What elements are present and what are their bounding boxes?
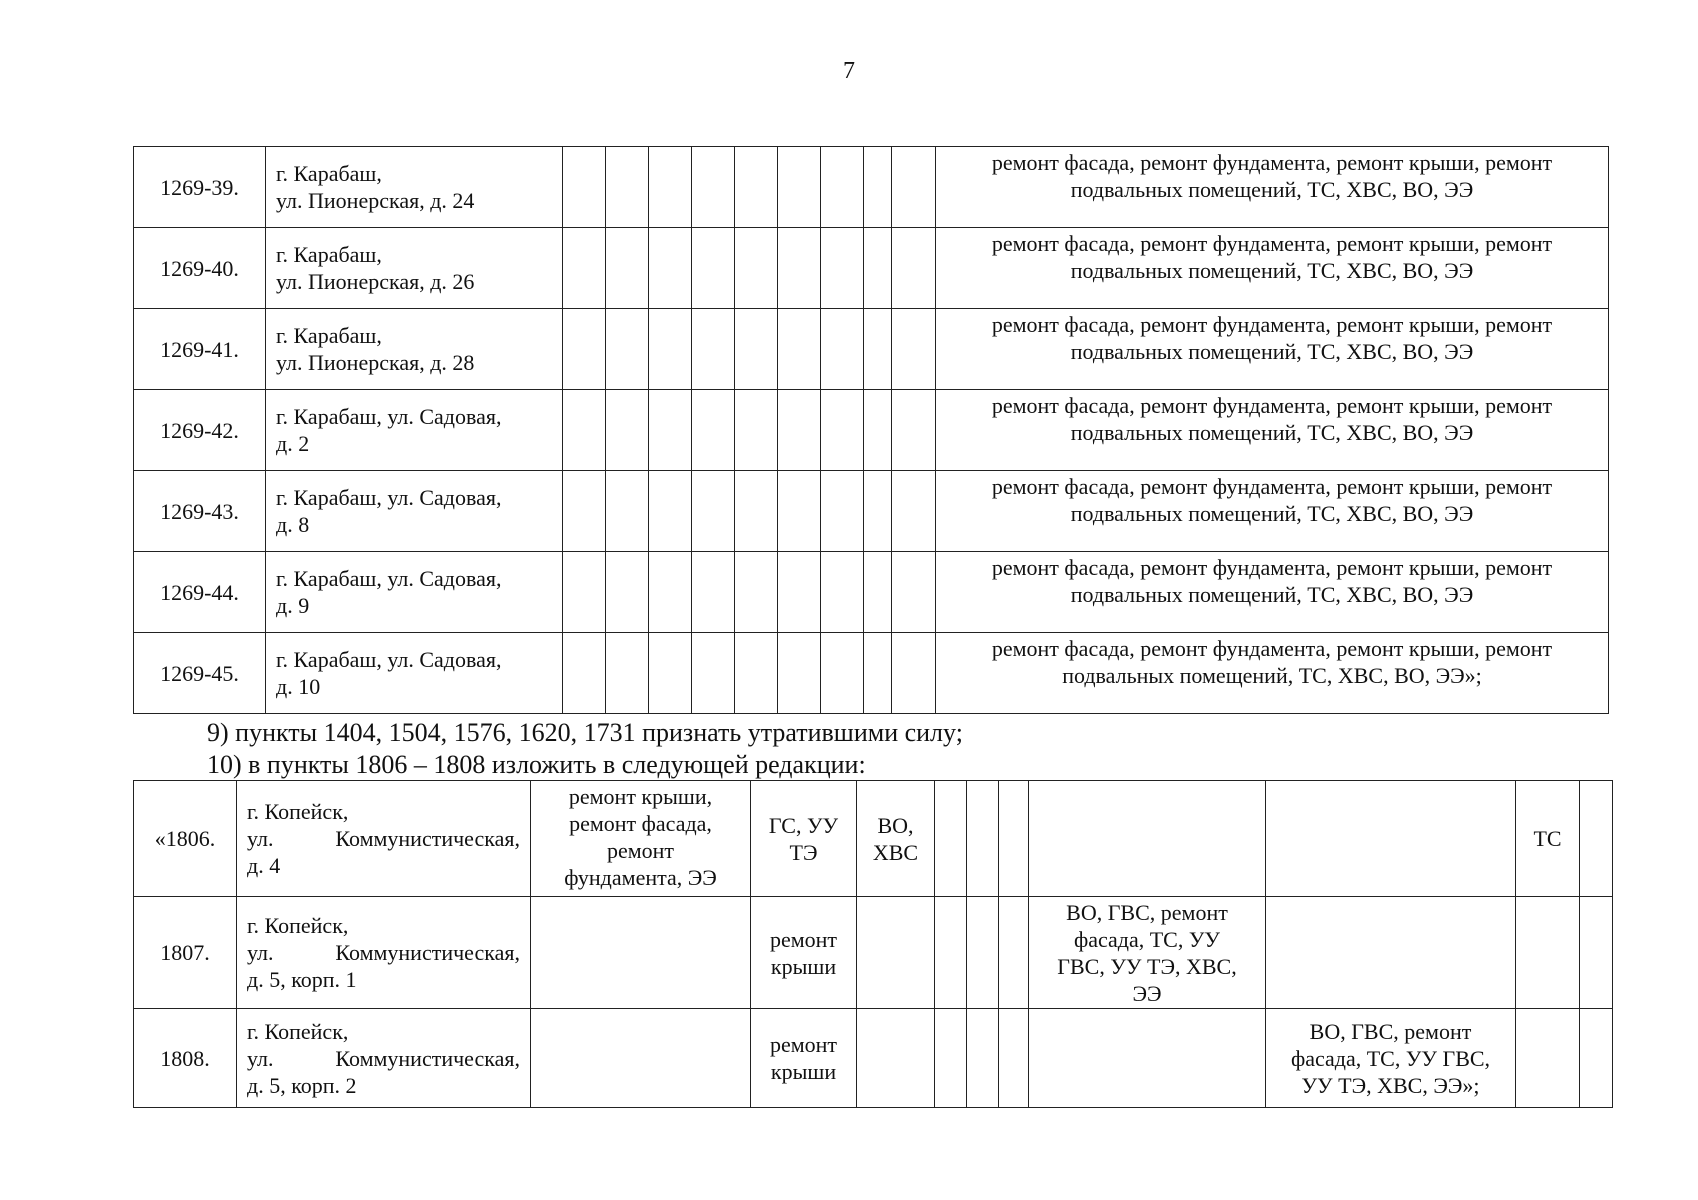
address-part: ул. — [247, 826, 274, 851]
empty-cell — [999, 781, 1029, 897]
empty-cell — [864, 147, 892, 228]
works-line: ремонт крыши, — [568, 784, 713, 809]
empty-cell — [1580, 1009, 1613, 1108]
empty-cell — [649, 228, 692, 309]
empty-cell — [649, 471, 692, 552]
address-line: г. Карабаш, — [276, 242, 382, 267]
address-part: Коммунистическая, — [335, 940, 520, 965]
table-kopeysk — [133, 780, 1613, 1108]
address-line: г. Карабаш, — [276, 161, 382, 186]
empty-cell — [778, 390, 821, 471]
empty-cell — [735, 471, 778, 552]
empty-cell — [821, 390, 864, 471]
empty-cell — [999, 897, 1029, 1009]
works-line: ремонт фасада, ремонт фундамента, ремонт крыши, ремонт — [991, 150, 1553, 175]
works-cell — [751, 781, 857, 897]
empty-cell — [864, 228, 892, 309]
empty-cell — [735, 147, 778, 228]
paragraph-9: 9) пункты 1404, 1504, 1576, 1620, 1731 признать утратившими силу; — [207, 718, 963, 747]
empty-cell — [864, 471, 892, 552]
empty-cell — [606, 633, 649, 714]
works-cell — [857, 781, 935, 897]
empty-cell — [864, 309, 892, 390]
empty-cell — [563, 228, 606, 309]
row-number: 1269-39. — [134, 147, 266, 228]
row-number: 1269-42. — [134, 390, 266, 471]
works-line: ремонт фасада, ремонт фундамента, ремонт крыши, ремонт — [991, 231, 1553, 256]
works-line: подвальных помещений, ТС, ХВС, ВО, ЭЭ»; — [1062, 663, 1482, 688]
empty-cell — [1516, 1009, 1580, 1108]
empty-cell — [821, 228, 864, 309]
works-line: ремонт фасада, ремонт фундамента, ремонт крыши, ремонт — [991, 636, 1553, 661]
address-line: д. 9 — [276, 593, 310, 618]
works-cell — [751, 897, 857, 1009]
empty-cell — [692, 147, 735, 228]
works-cell — [936, 228, 1609, 309]
works-cell — [936, 147, 1609, 228]
empty-cell — [935, 897, 967, 1009]
empty-cell — [735, 390, 778, 471]
address-cell — [237, 781, 531, 897]
empty-cell — [606, 228, 649, 309]
works-cell — [936, 633, 1609, 714]
works-line: ВО, — [877, 812, 914, 838]
row-number: «1806. — [134, 781, 237, 897]
table-row — [134, 309, 1609, 390]
address-line: д. 4 — [247, 853, 281, 878]
address-cell — [266, 633, 563, 714]
empty-cell — [1266, 781, 1516, 897]
empty-cell — [892, 471, 936, 552]
works-line: фасада, ТС, УУ — [1073, 926, 1221, 952]
works-line: ремонт фасада, ремонт фундамента, ремонт крыши, ремонт — [991, 474, 1553, 499]
works-line: фундамента, ЭЭ — [564, 865, 717, 890]
table-row — [134, 228, 1609, 309]
empty-cell — [606, 309, 649, 390]
address-line: ул. Пионерская, д. 26 — [276, 269, 475, 294]
empty-cell — [967, 781, 999, 897]
empty-cell — [531, 1009, 751, 1108]
empty-cell — [935, 1009, 967, 1108]
empty-cell — [606, 552, 649, 633]
works-line: ремонт — [606, 838, 675, 863]
empty-cell — [892, 390, 936, 471]
works-line: крыши — [770, 953, 837, 979]
empty-cell — [735, 228, 778, 309]
empty-cell — [967, 897, 999, 1009]
works-line: ТЭ — [789, 839, 818, 865]
empty-cell — [649, 552, 692, 633]
works-line: фасада, ТС, УУ ГВС, — [1290, 1045, 1491, 1071]
works-line: ЭЭ — [1132, 980, 1162, 1006]
works-line: подвальных помещений, ТС, ХВС, ВО, ЭЭ — [1070, 258, 1474, 283]
table-karabash — [133, 146, 1609, 714]
empty-cell — [778, 552, 821, 633]
empty-cell — [692, 309, 735, 390]
address-cell — [266, 471, 563, 552]
empty-cell — [892, 147, 936, 228]
works-cell — [936, 552, 1609, 633]
address-part: Коммунистическая, — [335, 1045, 520, 1071]
address-line: г. Карабаш, ул. Садовая, — [276, 566, 502, 591]
empty-cell — [892, 552, 936, 633]
empty-cell — [649, 147, 692, 228]
empty-cell — [821, 309, 864, 390]
empty-cell — [892, 633, 936, 714]
empty-cell — [692, 390, 735, 471]
empty-cell — [821, 633, 864, 714]
works-line: ВО, ГВС, ремонт — [1309, 1018, 1472, 1044]
address-cell — [266, 552, 563, 633]
address-cell — [266, 309, 563, 390]
empty-cell — [778, 228, 821, 309]
address-part: ул. — [247, 1045, 274, 1071]
empty-cell — [606, 471, 649, 552]
empty-cell — [563, 471, 606, 552]
empty-cell — [778, 309, 821, 390]
empty-cell — [1580, 897, 1613, 1009]
empty-cell — [692, 471, 735, 552]
empty-cell — [606, 390, 649, 471]
row-number: 1807. — [134, 897, 237, 1009]
row-number: 1269-45. — [134, 633, 266, 714]
address-line: ул. Пионерская, д. 24 — [276, 188, 475, 213]
empty-cell — [692, 228, 735, 309]
works-line: ремонт фасада, ремонт фундамента, ремонт крыши, ремонт — [991, 393, 1553, 418]
empty-cell — [531, 897, 751, 1009]
row-number: 1269-41. — [134, 309, 266, 390]
works-line: УУ ТЭ, ХВС, ЭЭ»; — [1301, 1072, 1480, 1098]
page-number: 7 — [843, 58, 855, 84]
address-cell — [266, 390, 563, 471]
address-line: г. Карабаш, ул. Садовая, — [276, 404, 502, 429]
table-row — [134, 897, 1613, 1009]
address-line: д. 8 — [276, 512, 310, 537]
table-row — [134, 781, 1613, 897]
works-line: ремонт фасада, — [569, 811, 712, 836]
empty-cell — [1029, 1009, 1266, 1108]
empty-cell — [778, 147, 821, 228]
empty-cell — [821, 147, 864, 228]
row-number: 1269-44. — [134, 552, 266, 633]
empty-cell — [692, 633, 735, 714]
works-line: крыши — [770, 1059, 837, 1084]
address-cell — [237, 897, 531, 1009]
address-line: д. 5, корп. 1 — [247, 967, 357, 992]
works-cell — [751, 1009, 857, 1108]
works-line: подвальных помещений, ТС, ХВС, ВО, ЭЭ — [1070, 501, 1474, 526]
address-line: ул. Пионерская, д. 28 — [276, 350, 475, 375]
empty-cell — [821, 552, 864, 633]
empty-cell — [857, 897, 935, 1009]
table-row — [134, 390, 1609, 471]
table-row — [134, 147, 1609, 228]
table-row — [134, 471, 1609, 552]
works-cell — [936, 471, 1609, 552]
works-line: ремонт фасада, ремонт фундамента, ремонт крыши, ремонт — [991, 312, 1553, 337]
address-line: д. 2 — [276, 431, 310, 456]
empty-cell — [563, 633, 606, 714]
address-line: г. Копейск, — [247, 1018, 349, 1044]
address-line: г. Карабаш, ул. Садовая, — [276, 647, 502, 672]
works-line: ремонт фасада, ремонт фундамента, ремонт крыши, ремонт — [991, 555, 1553, 580]
empty-cell — [821, 471, 864, 552]
empty-cell — [864, 633, 892, 714]
address-line: г. Карабаш, ул. Садовая, — [276, 485, 502, 510]
address-line: д. 5, корп. 2 — [247, 1072, 357, 1098]
works-cell — [936, 390, 1609, 471]
empty-cell — [1580, 781, 1613, 897]
paragraph-10: 10) в пункты 1806 – 1808 изложить в следующей редакции: — [207, 750, 866, 779]
empty-cell — [735, 633, 778, 714]
table-row — [134, 1009, 1613, 1108]
empty-cell — [692, 552, 735, 633]
empty-cell — [892, 309, 936, 390]
empty-cell — [563, 147, 606, 228]
empty-cell — [864, 552, 892, 633]
empty-cell — [735, 552, 778, 633]
table-row — [134, 633, 1609, 714]
empty-cell — [649, 390, 692, 471]
table-row — [134, 552, 1609, 633]
empty-cell — [649, 633, 692, 714]
works-line: ГС, УУ — [768, 812, 839, 838]
empty-cell — [649, 309, 692, 390]
empty-cell — [892, 228, 936, 309]
empty-cell — [935, 781, 967, 897]
works-line: ВО, ГВС, ремонт — [1066, 899, 1228, 925]
works-cell — [936, 309, 1609, 390]
works-line: ремонт — [769, 926, 838, 952]
works-line: подвальных помещений, ТС, ХВС, ВО, ЭЭ — [1070, 582, 1474, 607]
address-part: ул. — [247, 940, 274, 965]
works-line: ремонт — [769, 1032, 838, 1057]
empty-cell — [999, 1009, 1029, 1108]
address-cell — [266, 147, 563, 228]
empty-cell — [778, 633, 821, 714]
empty-cell — [967, 1009, 999, 1108]
works-cell — [531, 781, 751, 897]
address-line: г. Копейск, — [247, 799, 349, 824]
address-line: г. Копейск, — [247, 913, 349, 938]
works-line: подвальных помещений, ТС, ХВС, ВО, ЭЭ — [1070, 177, 1474, 202]
empty-cell — [864, 390, 892, 471]
address-line: г. Карабаш, — [276, 323, 382, 348]
empty-cell — [778, 471, 821, 552]
empty-cell — [735, 309, 778, 390]
empty-cell — [606, 147, 649, 228]
row-number: 1808. — [134, 1009, 237, 1108]
empty-cell — [563, 552, 606, 633]
works-cell — [1266, 1009, 1516, 1108]
address-line: д. 10 — [276, 674, 321, 699]
empty-cell — [563, 309, 606, 390]
address-cell — [237, 1009, 531, 1108]
works-line: подвальных помещений, ТС, ХВС, ВО, ЭЭ — [1070, 339, 1474, 364]
row-number: 1269-40. — [134, 228, 266, 309]
empty-cell — [857, 1009, 935, 1108]
empty-cell — [563, 390, 606, 471]
empty-cell — [1266, 897, 1516, 1009]
row-number: 1269-43. — [134, 471, 266, 552]
empty-cell — [1516, 897, 1580, 1009]
works-line: ХВС — [872, 839, 919, 865]
works-line: ГВС, УУ ТЭ, ХВС, — [1057, 953, 1237, 979]
works-line: подвальных помещений, ТС, ХВС, ВО, ЭЭ — [1070, 420, 1474, 445]
empty-cell — [1029, 781, 1266, 897]
works-cell — [1029, 897, 1266, 1009]
works-cell: ТС — [1516, 781, 1580, 897]
address-cell — [266, 228, 563, 309]
address-part: Коммунистическая, — [335, 826, 520, 851]
